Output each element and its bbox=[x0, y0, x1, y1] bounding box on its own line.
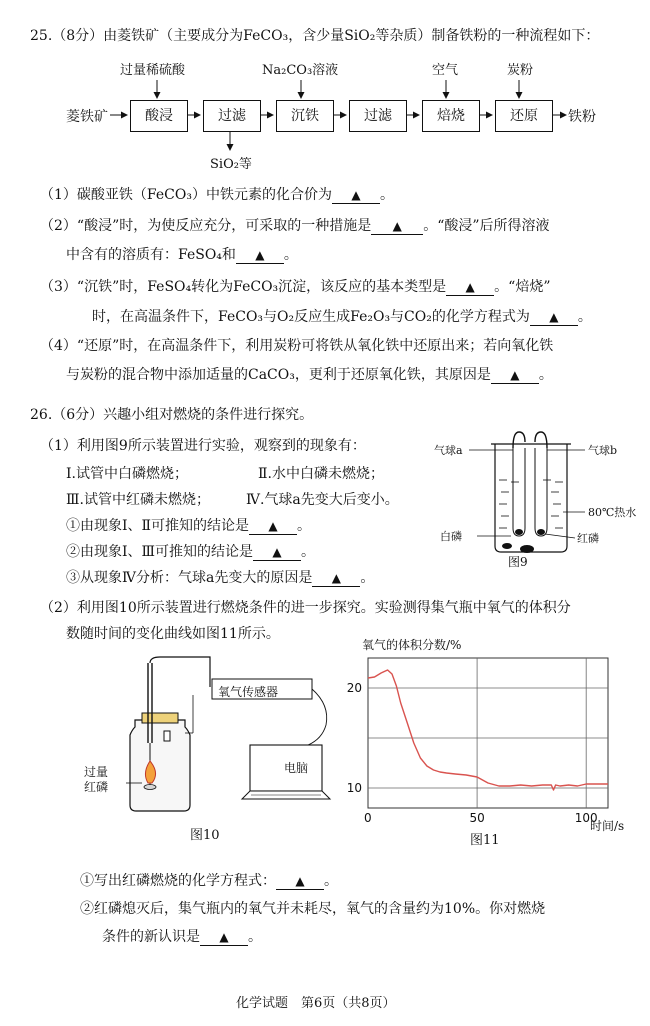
q26-s3-text: ③从现象Ⅳ分析：气球a先变大的原因是 bbox=[66, 570, 313, 586]
fig9-caption: 图9 bbox=[508, 555, 528, 569]
answer-blank: ▲ bbox=[200, 929, 248, 946]
q25-sub3-text-b: 。“焙烧” bbox=[494, 279, 551, 295]
q26-f1 bbox=[80, 871, 338, 891]
q26-header: 26.（6分）兴趣小组对燃烧的条件进行探究。 bbox=[30, 407, 314, 423]
q25-sub1 bbox=[40, 185, 394, 205]
observation-1: Ⅰ.试管中白磷燃烧； bbox=[66, 466, 188, 482]
chart-xtick-label: 100 bbox=[574, 811, 598, 825]
step-precipitate: 沉铁 bbox=[276, 100, 334, 132]
q26-s2 bbox=[66, 542, 315, 562]
fig11-caption: 图11 bbox=[470, 833, 500, 848]
q25-sub3 bbox=[40, 277, 551, 297]
answer-blank: ▲ bbox=[491, 367, 539, 384]
chart-ylabel: 氧气的体积分数/% bbox=[362, 638, 462, 652]
answer-blank: ▲ bbox=[446, 279, 494, 296]
q25-sub2-cont bbox=[66, 245, 298, 265]
chart-ytick-label: 10 bbox=[346, 781, 362, 795]
answer-blank: ▲ bbox=[530, 309, 578, 326]
page-footer: 化学试题 第6页（共8页） bbox=[236, 996, 396, 1011]
answer-blank: ▲ bbox=[312, 570, 360, 587]
flow-arrows bbox=[0, 0, 650, 180]
reagent-air: 空气 bbox=[432, 63, 459, 78]
answer-blank: ▲ bbox=[371, 218, 423, 235]
flow-input: 菱铁矿 bbox=[66, 109, 108, 125]
answer-blank: ▲ bbox=[332, 187, 380, 204]
step-acid-leach: 酸浸 bbox=[130, 100, 188, 132]
q25-sub4-cont bbox=[66, 365, 553, 385]
label-white-phosphorus: 白磷 bbox=[440, 530, 462, 543]
step-filter-2: 过滤 bbox=[349, 100, 407, 132]
reagent-carbon: 炭粉 bbox=[507, 63, 534, 78]
q26-s1-text: ①由现象Ⅰ、Ⅱ可推知的结论是 bbox=[66, 518, 250, 534]
period: 。 bbox=[360, 570, 375, 586]
answer-blank: ▲ bbox=[236, 247, 284, 264]
chart-ytick-label: 20 bbox=[346, 681, 362, 695]
label-excess: 过量 bbox=[84, 765, 109, 779]
chart-xtick-label: 0 bbox=[364, 811, 372, 825]
q25-sub3-text-c: 时，在高温条件下，FeCO₃与O₂反应生成Fe₂O₃与CO₂的化学方程式为 bbox=[92, 309, 530, 325]
q25-sub2-text-c: 中含有的溶质有：FeSO₄和 bbox=[66, 247, 236, 263]
observation-4: Ⅳ.气球a先变大后变小。 bbox=[246, 492, 399, 508]
q26-part1: （1）利用图9所示装置进行实验，观察到的现象有： bbox=[40, 438, 366, 454]
label-balloon-b: 气球b bbox=[588, 444, 618, 457]
label-balloon-a: 气球a bbox=[434, 444, 463, 457]
observation-3: Ⅲ.试管中红磷未燃烧； bbox=[66, 492, 210, 508]
period: 。 bbox=[577, 309, 592, 325]
q25-sub2 bbox=[40, 216, 550, 236]
period: 。 bbox=[538, 367, 553, 383]
reagent-na2co3: Na₂CO₃溶液 bbox=[262, 63, 339, 78]
q26-part2-b: 数随时间的变化曲线如图11所示。 bbox=[66, 626, 280, 642]
flow-output: 铁粉 bbox=[568, 109, 596, 125]
q25-sub4: （4）“还原”时，在高温条件下，利用炭粉可将铁从氧化铁中还原出来；若向氧化铁 bbox=[40, 338, 554, 354]
label-computer: 电脑 bbox=[284, 761, 309, 775]
q26-s2-text: ②由现象Ⅰ、Ⅲ可推知的结论是 bbox=[66, 544, 254, 560]
chart-xlabel: 时间/s bbox=[590, 819, 625, 833]
observation-2: Ⅱ.水中白磷未燃烧； bbox=[258, 466, 384, 482]
period: 。 bbox=[324, 873, 338, 889]
step-roast: 焙烧 bbox=[422, 100, 480, 132]
q25-sub4-text-b: 与炭粉的混合物中添加适量的CaCO₃，更利于还原氧化铁，其原因是 bbox=[66, 367, 491, 383]
q26-s3 bbox=[66, 568, 374, 588]
q25-sub2-text-b: 。“酸浸”后所得溶液 bbox=[423, 218, 550, 234]
period: 。 bbox=[283, 247, 298, 263]
period: 。 bbox=[301, 544, 316, 560]
q25-sub2-text-a: （2）“酸浸”时，为使反应充分，可采取的一种措施是 bbox=[40, 218, 372, 234]
fig11-chart bbox=[330, 650, 630, 850]
label-hot-water: 80℃热水 bbox=[588, 506, 637, 519]
fig10-caption: 图10 bbox=[190, 828, 220, 843]
chart-xtick-label: 50 bbox=[469, 811, 485, 825]
q25-sub3-text-a: （3）“沉铁”时，FeSO₄转化为FeCO₃沉淀，该反应的基本类型是 bbox=[40, 279, 447, 295]
q25-header: 25.（8分）由菱铁矿（主要成分为FeCO₃，含少量SiO₂等杂质）制备铁粉的一种流程如下： bbox=[30, 28, 600, 44]
label-red-phosphorus: 红磷 bbox=[577, 532, 599, 545]
step-filter-1: 过滤 bbox=[203, 100, 261, 132]
q26-s1 bbox=[66, 516, 311, 536]
step-reduce: 还原 bbox=[495, 100, 553, 132]
fig10-apparatus bbox=[90, 655, 340, 825]
q26-f2-text-b: 条件的新认识是 bbox=[102, 929, 200, 945]
q26-f2-cont bbox=[102, 927, 262, 947]
period: 。 bbox=[297, 518, 312, 534]
period: 。 bbox=[379, 187, 394, 203]
q25-sub1-text: （1）碳酸亚铁（FeCO₃）中铁元素的化合价为 bbox=[40, 187, 332, 203]
reagent-acid: 过量稀硫酸 bbox=[120, 63, 186, 78]
label-red-phosphorus-10: 红磷 bbox=[84, 780, 109, 794]
q26-f1-text: ①写出红磷燃烧的化学方程式： bbox=[80, 873, 276, 889]
answer-blank: ▲ bbox=[249, 518, 297, 535]
period: 。 bbox=[248, 929, 262, 945]
q26-part2-a: （2）利用图10所示装置进行燃烧条件的进一步探究。实验测得集气瓶中氧气的体积分 bbox=[40, 600, 571, 616]
label-oxygen-sensor: 氧气传感器 bbox=[218, 685, 279, 699]
q25-sub3-cont bbox=[92, 307, 592, 327]
q26-f2: ②红磷熄灭后，集气瓶内的氧气并未耗尽，氧气的含量约为10%。你对燃烧 bbox=[80, 901, 546, 917]
answer-blank: ▲ bbox=[276, 873, 324, 890]
byproduct: SiO₂等 bbox=[210, 157, 252, 172]
answer-blank: ▲ bbox=[253, 544, 301, 561]
